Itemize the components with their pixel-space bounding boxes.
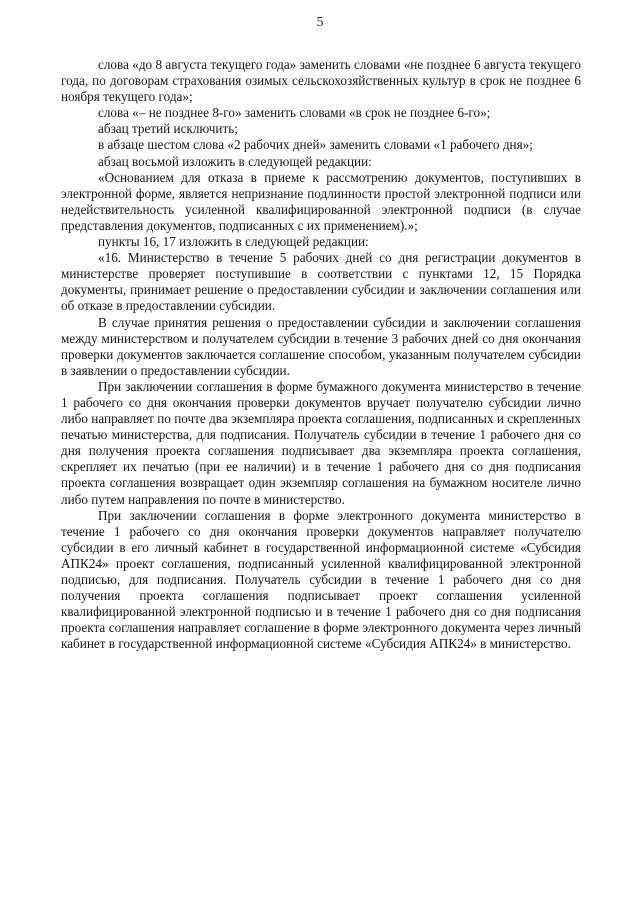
paragraph-eighth-intro: абзац восьмой изложить в следующей редакции: [98,153,372,169]
paragraph-refusal-grounds: «Основанием для отказа в приеме к рассмотрению документов, поступивших в электронной форме, является непризнание подлинности простой электронной подписи или недействительность усиленной квалифицированной электронной подписи (в случае представления документов, подписанных с их применением).»; [61,169,581,233]
paragraph-remove-third: абзац третий исключить; [98,121,238,137]
paragraph-paper-agreement: При заключении соглашения в форме бумажного документа министерство в течение 1 рабочего со дня окончания проверки документов вручает получателю субсидии лично либо направляет по почте два экземпляра проекта соглашения, подписанных и скрепленных печатью министерства, для подписания. Получатель субсидии в течение 1 рабочего дня со дня получения проекта соглашения подписывает два экземпляра проекта соглашения, скрепляет их печатью (при ее наличии) и в течение 1 рабочего дня со дня подписания проекта соглашения возвращает один экземпляр соглашения на бумажном носителе лично либо путем направления по почте в министерство. [61,378,581,507]
page-number: 5 [316,14,324,29]
paragraph-electronic-agreement: При заключении соглашения в форме электронного документа министерство в течение 1 рабочего со дня окончания проверки документов направляет получателю субсидии в его личный кабинет в государственной информационной системе «Субсидия АПК24» проект соглашения, подписанный усиленной квалифицированной электронной подписью, для подписания. Получатель субсидии в течение 1 рабочего дня со дня получения проекта соглашения подписывает проект соглашения усиленной квалифицированной электронной подписью и в течение 1 рабочего дня со дня подписания проекта соглашения направляет соглашение в форме электронного документа через личный кабинет в государственной информационной системе «Субсидия АПК24» в министерство. [61,507,581,652]
paragraph-points-intro: пункты 16, 17 изложить в следующей редакции: [98,234,369,250]
paragraph-amend-sixth: в абзаце шестом слова «2 рабочих дней» заменить словами «1 рабочего дня»; [98,137,533,153]
paragraph-point-16: «16. Министерство в течение 5 рабочих дней со дня регистрации документов в министерстве проверяет поступившие в соответствии с пунктами 12, 15 Порядка документы, принимает решение о предоставлении субсидии и заключении соглашения или об отказе в предоставлении субсидии. [61,250,581,314]
paragraph-agreement-decision: В случае принятия решения о предоставлении субсидии и заключении соглашения между министерством и получателем субсидии в течение 3 рабочих дней со дня окончания проверки документов заключается соглашение способом, указанным получателем субсидии в заявлении о предоставлении субсидии. [61,314,581,378]
paragraph-amend-date-words: слова «до 8 августа текущего года» заменить словами «не позднее 6 августа текущего года, по договорам страхования озимых сельскохозяйственных культур в срок не позднее 6 ноября текущего года»; [61,57,581,105]
paragraph-amend-8th-words: слова «– не позднее 8-го» заменить словами «в срок не позднее 6-го»; [98,105,491,121]
document-body [61,57,581,652]
